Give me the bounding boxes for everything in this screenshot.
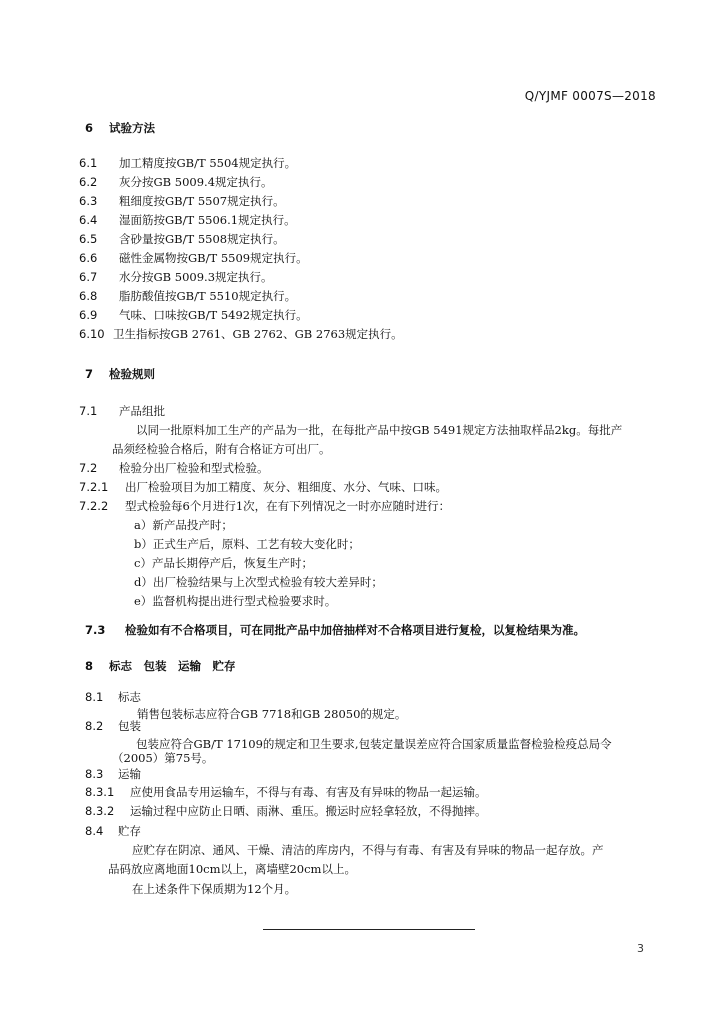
subsection-8-3-1 xyxy=(85,785,487,799)
paragraph-line: 品码放应离地面10cm以上，离墙壁20cm以上。 xyxy=(108,862,356,876)
list-item: c）产品长期停产后，恢复生产时； xyxy=(134,556,313,570)
list-item: e）监督机构提出进行型式检验要求时。 xyxy=(134,594,337,608)
item-text: 磁性金属物按GB/T 5509规定执行。 xyxy=(119,251,308,265)
list-item xyxy=(79,289,296,303)
item-text: 产品组批 xyxy=(119,404,165,418)
list-item xyxy=(79,232,285,246)
subsection-7-1 xyxy=(79,404,165,418)
list-item: a）新产品投产时； xyxy=(134,518,233,532)
item-number: 6.3 xyxy=(79,194,98,208)
item-text: 含砂量按GB/T 5508规定执行。 xyxy=(119,232,285,246)
item-number: 6.8 xyxy=(79,289,98,303)
item-text: 加工精度按GB/T 5504规定执行。 xyxy=(119,156,297,170)
paragraph-line: 在上述条件下保质期为12个月。 xyxy=(132,882,297,896)
item-number: 6.5 xyxy=(79,232,98,246)
paragraph-line: 品须经检验合格后，附有合格证方可出厂。 xyxy=(112,442,331,456)
paragraph-line: 包装应符合GB/T 17109的规定和卫生要求,包装定量误差应符合国家质量监督检验检疫总局令 xyxy=(136,737,612,751)
subsection-7-2-1 xyxy=(79,480,447,494)
item-text: 气味、口味按GB/T 5492规定执行。 xyxy=(119,308,308,322)
item-number: 8.3.1 xyxy=(85,785,115,799)
list-item xyxy=(79,251,308,265)
footer-divider xyxy=(263,929,475,930)
item-number: 6.2 xyxy=(79,175,98,189)
list-item xyxy=(79,156,296,170)
item-number: 8.1 xyxy=(85,690,104,704)
section-number: 8 xyxy=(85,659,94,673)
item-text: 检验如有不合格项目，可在同批产品中加倍抽样对不合格项目进行复检，以复检结果为准。 xyxy=(125,623,585,637)
item-text: 应使用食品专用运输车，不得与有毒、有害及有异味的物品一起运输。 xyxy=(130,785,487,799)
item-text: 卫生指标按GB 2761、GB 2762、GB 2763规定执行。 xyxy=(113,327,403,341)
section-6-heading xyxy=(85,121,155,135)
item-number: 7.2 xyxy=(79,461,98,475)
list-item xyxy=(79,175,273,189)
list-item xyxy=(79,194,285,208)
list-item xyxy=(79,327,403,341)
item-text: 脂肪酸值按GB/T 5510规定执行。 xyxy=(119,289,297,303)
subsection-7-2-2 xyxy=(79,499,450,513)
item-number: 6.7 xyxy=(79,270,98,284)
list-item xyxy=(79,270,273,284)
section-7-heading xyxy=(85,367,155,381)
item-text: 运输过程中应防止日晒、雨淋、重压。搬运时应轻拿轻放，不得抛摔。 xyxy=(130,804,487,818)
item-text: 标志 xyxy=(118,690,141,704)
item-number: 8.2 xyxy=(85,719,104,733)
subsection-7-3 xyxy=(85,623,585,637)
section-title: 检验规则 xyxy=(109,367,156,381)
list-item: d）出厂检验结果与上次型式检验有较大差异时； xyxy=(134,575,383,589)
item-number: 8.3.2 xyxy=(85,804,115,818)
section-number: 6 xyxy=(85,121,94,135)
item-text: 灰分按GB 5009.4规定执行。 xyxy=(119,175,273,189)
paragraph-line: （2005）第75号。 xyxy=(112,751,214,765)
item-text: 粗细度按GB/T 5507规定执行。 xyxy=(119,194,285,208)
item-text: 运输 xyxy=(118,767,141,781)
item-text: 水分按GB 5009.3规定执行。 xyxy=(119,270,273,284)
subsection-8-1 xyxy=(85,690,141,704)
item-number: 7.1 xyxy=(79,404,98,418)
item-text: 型式检验每6个月进行1次，在有下列情况之一时亦应随时进行： xyxy=(125,499,451,513)
item-number: 6.6 xyxy=(79,251,98,265)
list-item: b）正式生产后，原料、工艺有较大变化时； xyxy=(134,537,360,551)
section-number: 7 xyxy=(85,367,94,381)
list-item xyxy=(79,213,296,227)
item-text: 检验分出厂检验和型式检验。 xyxy=(119,461,269,475)
item-number: 6.9 xyxy=(79,308,98,322)
paragraph-line: 应贮存在阴凉、通风、干燥、清洁的库房内，不得与有毒、有害及有异味的物品一起存放。产 xyxy=(132,843,604,857)
subsection-7-2 xyxy=(79,461,269,475)
item-number: 6.10 xyxy=(79,327,105,341)
subsection-8-2 xyxy=(85,719,141,733)
item-text: 包装 xyxy=(118,719,141,733)
standard-code: Q/YJMF 0007S—2018 xyxy=(524,89,656,103)
page-number: 3 xyxy=(637,942,644,955)
paragraph-line: 以同一批原料加工生产的产品为一批，在每批产品中按GB 5491规定方法抽取样品2kg。每批产 xyxy=(136,423,623,437)
item-text: 贮存 xyxy=(118,824,141,838)
section-title: 试验方法 xyxy=(109,121,156,135)
item-text: 出厂检验项目为加工精度、灰分、粗细度、水分、气味、口味。 xyxy=(125,480,447,494)
section-title: 标志 包装 运输 贮存 xyxy=(109,659,236,673)
item-number: 6.1 xyxy=(79,156,98,170)
paragraph-line: 销售包装标志应符合GB 7718和GB 28050的规定。 xyxy=(137,707,407,721)
subsection-8-3-2 xyxy=(85,804,487,818)
item-number: 7.2.1 xyxy=(79,480,109,494)
subsection-8-4 xyxy=(85,824,141,838)
item-number: 6.4 xyxy=(79,213,98,227)
item-number: 7.3 xyxy=(85,623,106,637)
item-number: 8.3 xyxy=(85,767,104,781)
list-item xyxy=(79,308,308,322)
subsection-8-3 xyxy=(85,767,141,781)
section-8-heading xyxy=(85,659,236,673)
item-number: 7.2.2 xyxy=(79,499,109,513)
item-number: 8.4 xyxy=(85,824,104,838)
item-text: 湿面筋按GB/T 5506.1规定执行。 xyxy=(119,213,296,227)
